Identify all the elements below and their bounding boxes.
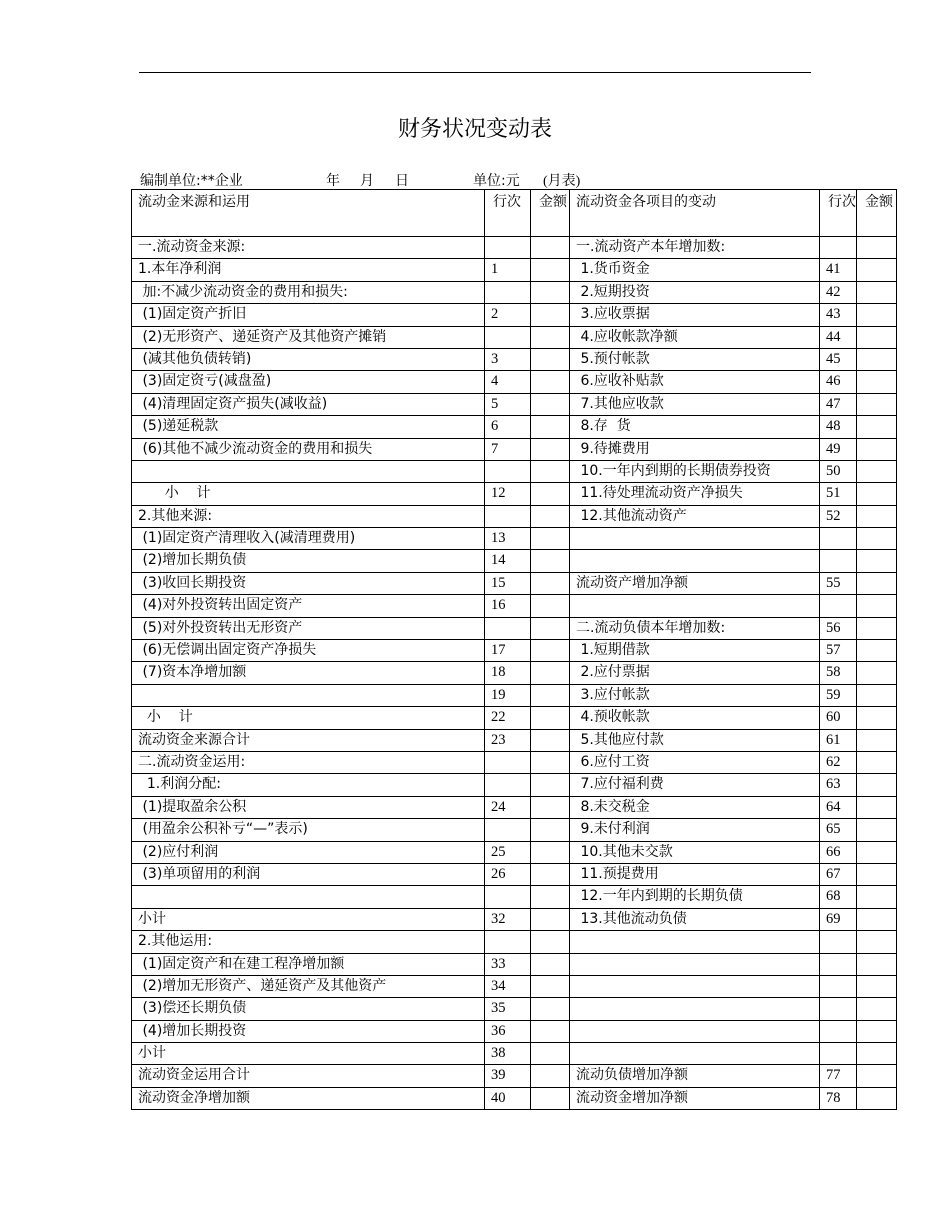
table-row (132, 774, 897, 796)
table-row (132, 259, 897, 281)
amount-left-cell (531, 416, 570, 438)
amount-left-cell (531, 886, 570, 908)
table-row (132, 729, 897, 751)
line-no-right-cell (820, 237, 857, 259)
change-item-cell: 一.流动资产本年增加数: (570, 237, 820, 259)
line-no-right-cell: 48 (820, 416, 857, 438)
amount-right-cell (857, 348, 897, 370)
change-item-cell: 9.未付利润 (570, 819, 820, 841)
amount-left-cell (531, 572, 570, 594)
header-amount-right: 金额 (857, 190, 897, 237)
table-row (132, 550, 897, 572)
amount-left-cell (531, 640, 570, 662)
change-item-cell: 流动负债增加净额 (570, 1065, 820, 1087)
line-no-left-cell (485, 326, 531, 348)
amount-left-cell (531, 237, 570, 259)
table-row (132, 304, 897, 326)
line-no-left-cell (485, 460, 531, 482)
change-item-cell: 2.应付票据 (570, 662, 820, 684)
source-use-item-cell: 流动资金净增加额 (132, 1087, 485, 1109)
line-no-left-cell: 6 (485, 416, 531, 438)
line-no-right-cell (820, 595, 857, 617)
amount-left-cell (531, 729, 570, 751)
amount-left-cell (531, 975, 570, 997)
change-item-cell: 流动资产增加净额 (570, 572, 820, 594)
line-no-left-cell: 25 (485, 841, 531, 863)
amount-left-cell (531, 438, 570, 460)
amount-left-cell (531, 953, 570, 975)
change-item-cell: 12.其他流动资产 (570, 505, 820, 527)
amount-left-cell (531, 304, 570, 326)
line-no-left-cell: 24 (485, 796, 531, 818)
table-row (132, 281, 897, 303)
line-no-left-cell: 13 (485, 528, 531, 550)
header-item-changes: 流动资金各项目的变动 (570, 190, 820, 237)
line-no-left-cell: 18 (485, 662, 531, 684)
amount-right-cell (857, 438, 897, 460)
line-no-right-cell: 66 (820, 841, 857, 863)
year-label: 年 (326, 173, 340, 189)
line-no-right-cell (820, 1043, 857, 1065)
change-item-cell (570, 953, 820, 975)
amount-left-cell (531, 505, 570, 527)
funds-statement-table (131, 189, 897, 1110)
header-amount-left: 金额 (531, 190, 570, 237)
amount-left-cell (531, 796, 570, 818)
amount-right-cell (857, 505, 897, 527)
amount-right-cell (857, 931, 897, 953)
change-item-cell: 8.未交税金 (570, 796, 820, 818)
line-no-right-cell (820, 931, 857, 953)
source-use-item-cell: (2)应付利润 (132, 841, 485, 863)
change-item-cell: 4.应收帐款净额 (570, 326, 820, 348)
line-no-left-cell: 39 (485, 1065, 531, 1087)
source-use-item-cell: 2.其他运用: (132, 931, 485, 953)
change-item-cell (570, 595, 820, 617)
line-no-left-cell: 26 (485, 863, 531, 885)
amount-left-cell (531, 1065, 570, 1087)
amount-right-cell (857, 326, 897, 348)
line-no-right-cell: 67 (820, 863, 857, 885)
amount-right-cell (857, 304, 897, 326)
source-use-item-cell: (3)单项留用的利润 (132, 863, 485, 885)
top-rule (139, 72, 811, 73)
line-no-left-cell: 7 (485, 438, 531, 460)
line-no-left-cell: 16 (485, 595, 531, 617)
change-item-cell: 6.应收补贴款 (570, 371, 820, 393)
line-no-right-cell: 51 (820, 483, 857, 505)
source-use-item-cell (132, 886, 485, 908)
amount-right-cell (857, 483, 897, 505)
source-use-item-cell: 1.本年净利润 (132, 259, 485, 281)
amount-left-cell (531, 550, 570, 572)
change-item-cell: 8.存 货 (570, 416, 820, 438)
line-no-left-cell (485, 617, 531, 639)
amount-right-cell (857, 1043, 897, 1065)
line-no-left-cell: 12 (485, 483, 531, 505)
table-row (132, 908, 897, 930)
table-row (132, 617, 897, 639)
line-no-left-cell: 5 (485, 393, 531, 415)
day-label: 日 (395, 173, 409, 189)
source-use-item-cell: (7)资本净增加额 (132, 662, 485, 684)
change-item-cell: 2.短期投资 (570, 281, 820, 303)
source-use-item-cell (132, 684, 485, 706)
line-no-right-cell: 69 (820, 908, 857, 930)
line-no-right-cell: 58 (820, 662, 857, 684)
table-row (132, 393, 897, 415)
line-no-left-cell: 32 (485, 908, 531, 930)
line-no-left-cell: 17 (485, 640, 531, 662)
line-no-right-cell (820, 550, 857, 572)
amount-left-cell (531, 393, 570, 415)
header-line-no-right: 行次 (820, 190, 857, 237)
line-no-right-cell: 41 (820, 259, 857, 281)
source-use-item-cell: 流动资金来源合计 (132, 729, 485, 751)
amount-right-cell (857, 281, 897, 303)
change-item-cell: 1.短期借款 (570, 640, 820, 662)
table-row (132, 998, 897, 1020)
amount-left-cell (531, 751, 570, 773)
source-use-item-cell: 2.其他来源: (132, 505, 485, 527)
table-row (132, 886, 897, 908)
amount-right-cell (857, 237, 897, 259)
change-item-cell: 5.其他应付款 (570, 729, 820, 751)
source-use-item-cell: (用盈余公积补亏“—”表示) (132, 819, 485, 841)
table-row (132, 237, 897, 259)
line-no-left-cell: 19 (485, 684, 531, 706)
source-use-item-cell: 小 计 (132, 483, 485, 505)
table-row (132, 416, 897, 438)
amount-right-cell (857, 393, 897, 415)
line-no-right-cell: 55 (820, 572, 857, 594)
change-item-cell: 13.其他流动负债 (570, 908, 820, 930)
amount-right-cell (857, 371, 897, 393)
line-no-left-cell (485, 505, 531, 527)
period-label: (月表) (543, 174, 581, 189)
table-row (132, 371, 897, 393)
source-use-item-cell: (4)清理固定资产损失(减收益) (132, 393, 485, 415)
table-row (132, 595, 897, 617)
source-use-item-cell (132, 460, 485, 482)
amount-left-cell (531, 348, 570, 370)
line-no-right-cell: 50 (820, 460, 857, 482)
source-use-item-cell: (1)固定资产和在建工程净增加额 (132, 953, 485, 975)
amount-left-cell (531, 528, 570, 550)
amount-right-cell (857, 416, 897, 438)
table-row (132, 796, 897, 818)
change-item-cell: 10.一年内到期的长期债券投资 (570, 460, 820, 482)
change-item-cell: 4.预收帐款 (570, 707, 820, 729)
amount-left-cell (531, 998, 570, 1020)
line-no-right-cell (820, 998, 857, 1020)
table-row (132, 348, 897, 370)
amount-right-cell (857, 863, 897, 885)
table-row (132, 483, 897, 505)
line-no-right-cell (820, 528, 857, 550)
change-item-cell (570, 550, 820, 572)
line-no-left-cell (485, 237, 531, 259)
amount-left-cell (531, 281, 570, 303)
table-row (132, 528, 897, 550)
page-title: 财务状况变动表 (397, 117, 552, 142)
amount-right-cell (857, 662, 897, 684)
header-line-no-left: 行次 (485, 190, 531, 237)
line-no-right-cell: 61 (820, 729, 857, 751)
change-item-cell: 9.待摊费用 (570, 438, 820, 460)
change-item-cell: 1.货币资金 (570, 259, 820, 281)
line-no-right-cell: 52 (820, 505, 857, 527)
source-use-item-cell: 1.利润分配: (132, 774, 485, 796)
source-use-item-cell: 一.流动资金来源: (132, 237, 485, 259)
change-item-cell (570, 998, 820, 1020)
amount-right-cell (857, 550, 897, 572)
amount-left-cell (531, 1087, 570, 1109)
line-no-right-cell: 65 (820, 819, 857, 841)
source-use-item-cell: 加:不减少流动资金的费用和损失: (132, 281, 485, 303)
amount-left-cell (531, 863, 570, 885)
change-item-cell: 11.待处理流动资产净损失 (570, 483, 820, 505)
change-item-cell (570, 931, 820, 953)
line-no-left-cell: 22 (485, 707, 531, 729)
currency-label: 单位:元 (473, 173, 520, 189)
line-no-left-cell: 4 (485, 371, 531, 393)
amount-left-cell (531, 931, 570, 953)
amount-right-cell (857, 595, 897, 617)
line-no-left-cell: 34 (485, 975, 531, 997)
line-no-right-cell (820, 975, 857, 997)
amount-left-cell (531, 841, 570, 863)
line-no-left-cell: 35 (485, 998, 531, 1020)
amount-right-cell (857, 460, 897, 482)
table-body (132, 190, 897, 1110)
line-no-left-cell (485, 774, 531, 796)
source-use-item-cell: 小 计 (132, 707, 485, 729)
table-row (132, 953, 897, 975)
source-use-item-cell: 流动资金运用合计 (132, 1065, 485, 1087)
amount-left-cell (531, 326, 570, 348)
source-use-item-cell: (减其他负债转销) (132, 348, 485, 370)
amount-right-cell (857, 640, 897, 662)
line-no-right-cell: 64 (820, 796, 857, 818)
amount-right-cell (857, 572, 897, 594)
source-use-item-cell: (5)递延税款 (132, 416, 485, 438)
amount-right-cell (857, 975, 897, 997)
source-use-item-cell: (1)固定资产清理收入(减清理费用) (132, 528, 485, 550)
amount-right-cell (857, 707, 897, 729)
change-item-cell: 3.应付帐款 (570, 684, 820, 706)
amount-left-cell (531, 819, 570, 841)
line-no-right-cell: 59 (820, 684, 857, 706)
amount-right-cell (857, 774, 897, 796)
source-use-item-cell: (4)对外投资转出固定资产 (132, 595, 485, 617)
table-row (132, 326, 897, 348)
table-row (132, 662, 897, 684)
line-no-left-cell (485, 281, 531, 303)
source-use-item-cell: (6)其他不减少流动资金的费用和损失 (132, 438, 485, 460)
line-no-right-cell: 42 (820, 281, 857, 303)
source-use-item-cell: (2)增加长期负债 (132, 550, 485, 572)
amount-right-cell (857, 953, 897, 975)
line-no-right-cell: 68 (820, 886, 857, 908)
amount-right-cell (857, 886, 897, 908)
line-no-right-cell: 77 (820, 1065, 857, 1087)
source-use-item-cell: (2)无形资产、递延资产及其他资产摊销 (132, 326, 485, 348)
table-row (132, 438, 897, 460)
table-row (132, 505, 897, 527)
line-no-left-cell: 23 (485, 729, 531, 751)
amount-right-cell (857, 528, 897, 550)
change-item-cell: 11.预提费用 (570, 863, 820, 885)
line-no-right-cell: 63 (820, 774, 857, 796)
amount-right-cell (857, 796, 897, 818)
table-row (132, 572, 897, 594)
line-no-right-cell: 62 (820, 751, 857, 773)
line-no-left-cell: 1 (485, 259, 531, 281)
table-row (132, 1043, 897, 1065)
change-item-cell: 12.一年内到期的长期负债 (570, 886, 820, 908)
change-item-cell (570, 1043, 820, 1065)
line-no-left-cell: 3 (485, 348, 531, 370)
amount-left-cell (531, 707, 570, 729)
amount-left-cell (531, 617, 570, 639)
change-item-cell: 3.应收票据 (570, 304, 820, 326)
line-no-right-cell: 56 (820, 617, 857, 639)
change-item-cell: 10.其他未交款 (570, 841, 820, 863)
line-no-right-cell: 47 (820, 393, 857, 415)
amount-right-cell (857, 841, 897, 863)
change-item-cell: 7.其他应收款 (570, 393, 820, 415)
table-row (132, 1020, 897, 1042)
amount-right-cell (857, 617, 897, 639)
table-header-row (132, 190, 897, 237)
amount-left-cell (531, 1043, 570, 1065)
source-use-item-cell: (4)增加长期投资 (132, 1020, 485, 1042)
change-item-cell: 5.预付帐款 (570, 348, 820, 370)
line-no-right-cell: 57 (820, 640, 857, 662)
line-no-left-cell (485, 886, 531, 908)
change-item-cell: 流动资金增加净额 (570, 1087, 820, 1109)
amount-left-cell (531, 259, 570, 281)
change-item-cell: 7.应付福利费 (570, 774, 820, 796)
table-row (132, 1065, 897, 1087)
source-use-item-cell: (1)提取盈余公积 (132, 796, 485, 818)
table-row (132, 819, 897, 841)
amount-left-cell (531, 774, 570, 796)
amount-right-cell (857, 751, 897, 773)
table-row (132, 931, 897, 953)
line-no-left-cell: 33 (485, 953, 531, 975)
line-no-left-cell (485, 751, 531, 773)
table-row (132, 707, 897, 729)
source-use-item-cell: (2)增加无形资产、递延资产及其他资产 (132, 975, 485, 997)
table-row (132, 841, 897, 863)
line-no-left-cell (485, 931, 531, 953)
change-item-cell (570, 528, 820, 550)
line-no-left-cell: 2 (485, 304, 531, 326)
line-no-left-cell (485, 819, 531, 841)
table-row (132, 684, 897, 706)
line-no-left-cell: 40 (485, 1087, 531, 1109)
amount-left-cell (531, 908, 570, 930)
amount-left-cell (531, 1020, 570, 1042)
change-item-cell (570, 975, 820, 997)
line-no-right-cell: 43 (820, 304, 857, 326)
line-no-right-cell: 78 (820, 1087, 857, 1109)
amount-left-cell (531, 595, 570, 617)
amount-left-cell (531, 460, 570, 482)
line-no-left-cell: 36 (485, 1020, 531, 1042)
amount-right-cell (857, 259, 897, 281)
table-row (132, 460, 897, 482)
org-label: 编制单位:**企业 (140, 173, 243, 189)
header-sources-uses: 流动金来源和运用 (132, 190, 485, 237)
change-item-cell (570, 1020, 820, 1042)
amount-right-cell (857, 684, 897, 706)
line-no-right-cell (820, 1020, 857, 1042)
line-no-right-cell: 60 (820, 707, 857, 729)
amount-left-cell (531, 684, 570, 706)
line-no-left-cell: 38 (485, 1043, 531, 1065)
source-use-item-cell: (3)偿还长期负债 (132, 998, 485, 1020)
change-item-cell: 二.流动负债本年增加数: (570, 617, 820, 639)
amount-right-cell (857, 1020, 897, 1042)
line-no-right-cell (820, 953, 857, 975)
amount-right-cell (857, 908, 897, 930)
source-use-item-cell: 小计 (132, 908, 485, 930)
table-row (132, 1087, 897, 1109)
source-use-item-cell: (1)固定资产折旧 (132, 304, 485, 326)
line-no-right-cell: 49 (820, 438, 857, 460)
amount-right-cell (857, 729, 897, 751)
amount-left-cell (531, 483, 570, 505)
source-use-item-cell: 二.流动资金运用: (132, 751, 485, 773)
line-no-right-cell: 44 (820, 326, 857, 348)
source-use-item-cell: (3)收回长期投资 (132, 572, 485, 594)
month-label: 月 (360, 173, 374, 189)
table-row (132, 975, 897, 997)
change-item-cell: 6.应付工资 (570, 751, 820, 773)
line-no-right-cell: 45 (820, 348, 857, 370)
amount-left-cell (531, 371, 570, 393)
line-no-left-cell: 14 (485, 550, 531, 572)
table-row (132, 863, 897, 885)
source-use-item-cell: (3)固定资亏(减盘盈) (132, 371, 485, 393)
table-row (132, 751, 897, 773)
source-use-item-cell: (6)无偿调出固定资产净损失 (132, 640, 485, 662)
line-no-left-cell: 15 (485, 572, 531, 594)
source-use-item-cell: (5)对外投资转出无形资产 (132, 617, 485, 639)
amount-right-cell (857, 1087, 897, 1109)
source-use-item-cell: 小计 (132, 1043, 485, 1065)
amount-right-cell (857, 998, 897, 1020)
amount-right-cell (857, 819, 897, 841)
table-row (132, 640, 897, 662)
amount-right-cell (857, 1065, 897, 1087)
line-no-right-cell: 46 (820, 371, 857, 393)
amount-left-cell (531, 662, 570, 684)
